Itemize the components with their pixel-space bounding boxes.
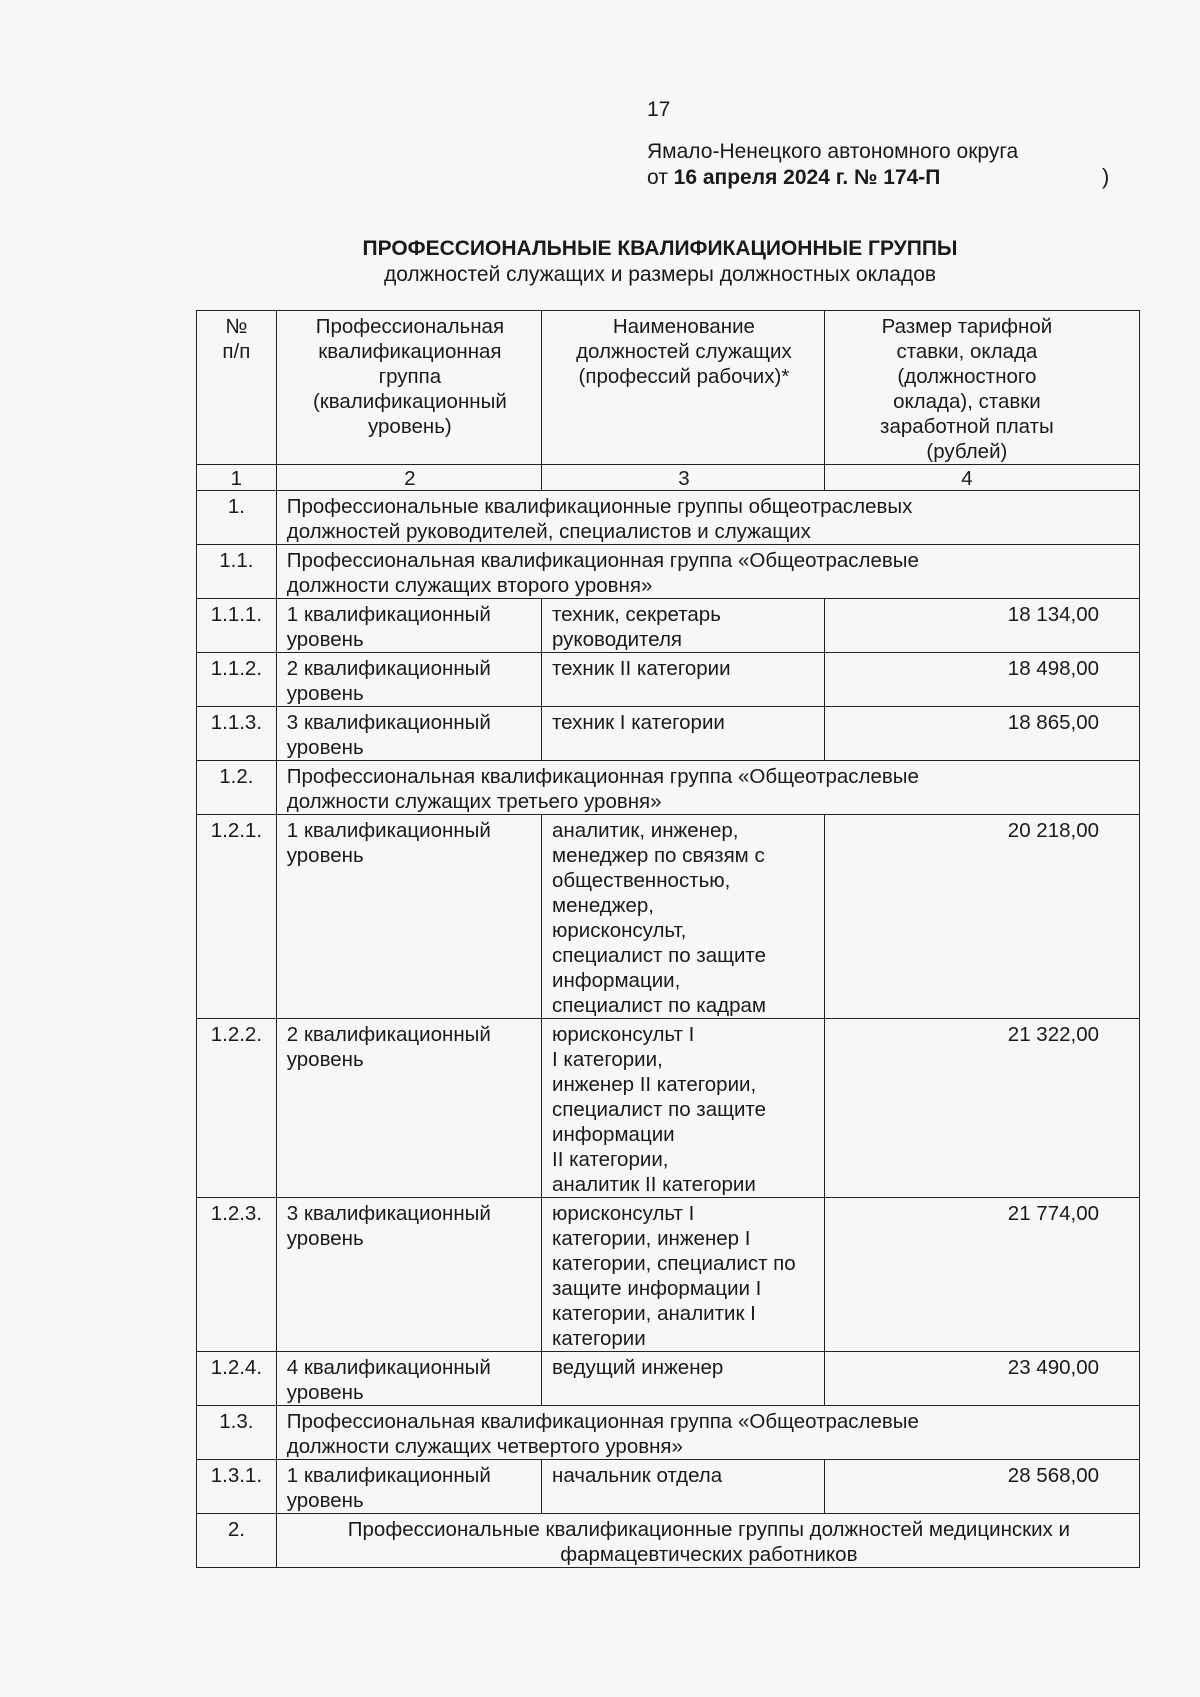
salary-value: 21 322,00 [824, 1019, 1139, 1198]
column-number: 1 [197, 465, 277, 491]
column-header-line: (квалификационный [312, 390, 507, 413]
position-names [542, 653, 825, 707]
group-title-line: должности служащих четвертого уровня» [286, 1435, 683, 1458]
group-row [197, 491, 1140, 545]
document-title: ПРОФЕССИОНАЛЬНЫЕ КВАЛИФИКАЦИОННЫЕ ГРУППЫ [362, 237, 958, 260]
position-names-line: категории, аналитик I [552, 1302, 756, 1325]
position-names [542, 815, 825, 1019]
header-date-prefix: от [647, 166, 674, 189]
group-title-line: Профессиональные квалификационные группы общеотраслевых [286, 495, 913, 518]
row-number: 2. [197, 1514, 277, 1568]
position-names-line: I категории, [552, 1048, 663, 1071]
qualification-level-line: 2 квалификационный [286, 1023, 491, 1046]
row-number: 1.3.1. [197, 1460, 277, 1514]
position-names-line: категории [552, 1327, 646, 1350]
group-title-line: фармацевтических работников [560, 1543, 858, 1566]
position-names-line: техник, секретарь [552, 603, 721, 626]
qualification-level-line: 1 квалификационный [286, 603, 491, 626]
column-header [824, 311, 1139, 465]
qualification-level-line: уровень [286, 1381, 364, 1404]
qualification-level-line: уровень [286, 628, 364, 651]
position-names-line: менеджер, [552, 894, 654, 917]
position-names-line: юрисконсульт I [552, 1202, 695, 1225]
group-title-line: Профессиональная квалификационная группа «Общеотраслевые [286, 765, 919, 788]
column-header-line: заработной платы [880, 415, 1054, 438]
position-names-line: начальник отдела [552, 1464, 723, 1487]
table-row [197, 1352, 1140, 1406]
qualification-level-line: 2 квалификационный [286, 657, 491, 680]
column-header-line: № [225, 315, 248, 338]
position-names [542, 1352, 825, 1406]
group-row [197, 1514, 1140, 1568]
column-header-line: Размер тарифной [881, 315, 1053, 338]
group-title-line: Профессиональная квалификационная группа «Общеотраслевые [286, 549, 919, 572]
position-names-line: специалист по кадрам [552, 994, 766, 1017]
position-names [542, 707, 825, 761]
qualification-level-line: уровень [286, 844, 364, 867]
position-names-line: специалист по защите [552, 1098, 766, 1121]
position-names-line: защите информации I [552, 1277, 762, 1300]
position-names [542, 1460, 825, 1514]
group-row [197, 545, 1140, 599]
salary-value: 18 134,00 [824, 599, 1139, 653]
position-names-line: менеджер по связям с [552, 844, 765, 867]
position-names-line: информации, [552, 969, 681, 992]
table-row [197, 1460, 1140, 1514]
column-header-line: группа [378, 365, 442, 388]
position-names-line: юрисконсульт, [552, 919, 687, 942]
row-number: 1.1.3. [197, 707, 277, 761]
group-title [276, 545, 1139, 599]
header-date-number: 16 апреля 2024 г. № 174-П [673, 166, 941, 189]
position-names-line: информации [552, 1123, 675, 1146]
row-number: 1.2.1. [197, 815, 277, 1019]
position-names-line: II категории, [552, 1148, 669, 1171]
group-title-line: Профессиональная квалификационная группа «Общеотраслевые [286, 1410, 919, 1433]
salary-value: 18 498,00 [824, 653, 1139, 707]
table-row [197, 1019, 1140, 1198]
position-names-line: инженер II категории, [552, 1073, 757, 1096]
table-row [197, 599, 1140, 653]
position-names-line: категории, специалист по [552, 1252, 796, 1275]
qualification-level [276, 1460, 541, 1514]
salary-value: 23 490,00 [824, 1352, 1139, 1406]
position-names-line: руководителя [552, 628, 683, 651]
group-title [276, 1514, 1139, 1568]
group-title-line: должностей руководителей, специалистов и служащих [286, 520, 811, 543]
qualification-level-line: уровень [286, 1048, 364, 1071]
column-header [276, 311, 541, 465]
position-names-line: аналитик II категории [552, 1173, 756, 1196]
qualification-level [276, 815, 541, 1019]
column-header-line: ставки, оклада [896, 340, 1038, 363]
column-number: 2 [276, 465, 541, 491]
column-number: 3 [542, 465, 825, 491]
row-number: 1.2.4. [197, 1352, 277, 1406]
column-header-line: уровень) [368, 415, 452, 438]
group-title-line: должности служащих третьего уровня» [286, 790, 662, 813]
column-header-line: (рублей) [926, 440, 1008, 463]
row-number: 1.1.2. [197, 653, 277, 707]
column-header-line: квалификационная [318, 340, 502, 363]
salary-value: 20 218,00 [824, 815, 1139, 1019]
table-row [197, 1198, 1140, 1352]
position-names [542, 1019, 825, 1198]
row-number: 1.2.2. [197, 1019, 277, 1198]
column-header [197, 311, 277, 465]
qualification-level [276, 1198, 541, 1352]
position-names-line: ведущий инженер [552, 1356, 724, 1379]
qualification-level-line: уровень [286, 736, 364, 759]
qualification-level [276, 707, 541, 761]
column-header-line: Профессиональная [315, 315, 505, 338]
salary-value: 18 865,00 [824, 707, 1139, 761]
position-names-line: категории, инженер I [552, 1227, 751, 1250]
qualification-level-line: 1 квалификационный [286, 1464, 491, 1487]
qualification-level-line: 1 квалификационный [286, 819, 491, 842]
qualification-level-line: уровень [286, 1489, 364, 1512]
header-date [647, 166, 940, 190]
header-region: Ямало-Ненецкого автономного округа [647, 140, 1019, 163]
row-number: 1.2. [197, 761, 277, 815]
column-header-line: п/п [222, 340, 251, 363]
qualification-level [276, 599, 541, 653]
column-number-row [197, 465, 1140, 491]
group-row [197, 1406, 1140, 1460]
qualification-level-line: уровень [286, 1227, 364, 1250]
salary-value: 21 774,00 [824, 1198, 1139, 1352]
salary-value: 28 568,00 [824, 1460, 1139, 1514]
column-header-line: (профессий рабочих)* [578, 365, 790, 388]
qualification-level [276, 1019, 541, 1198]
position-names-line: общественностью, [552, 869, 731, 892]
closing-paren: ) [1102, 164, 1110, 189]
group-title [276, 761, 1139, 815]
column-header-line: (должностного [897, 365, 1037, 388]
column-header-line: Наименование [612, 315, 755, 338]
group-title-line: должности служащих второго уровня» [286, 574, 653, 597]
group-title [276, 1406, 1139, 1460]
table-row [197, 707, 1140, 761]
column-header-line: оклада), ставки [893, 390, 1041, 413]
row-number: 1.2.3. [197, 1198, 277, 1352]
group-title-line: Профессиональные квалификационные группы должностей медицинских и [347, 1518, 1070, 1541]
position-names-line: юрисконсульт I [552, 1023, 695, 1046]
row-number: 1.1. [197, 545, 277, 599]
row-number: 1.1.1. [197, 599, 277, 653]
column-number: 4 [824, 465, 1139, 491]
position-names-line: аналитик, инженер, [552, 819, 739, 842]
position-names-line: специалист по защите [552, 944, 766, 967]
qualification-table [196, 310, 1140, 1568]
column-header [542, 311, 825, 465]
row-number: 1. [197, 491, 277, 545]
table-row [197, 815, 1140, 1019]
position-names [542, 1198, 825, 1352]
qualification-level [276, 1352, 541, 1406]
row-number: 1.3. [197, 1406, 277, 1460]
position-names-line: техник II категории [552, 657, 731, 680]
column-header-line: должностей служащих [576, 340, 792, 363]
document-subtitle: должностей служащих и размеры должностных окладов [383, 263, 937, 286]
qualification-level-line: 3 квалификационный [286, 711, 491, 734]
qualification-level-line: 3 квалификационный [286, 1202, 491, 1225]
qualification-level [276, 653, 541, 707]
table-row [197, 653, 1140, 707]
group-title [276, 491, 1139, 545]
position-names-line: техник I категории [552, 711, 725, 734]
group-row [197, 761, 1140, 815]
qualification-level-line: уровень [286, 682, 364, 705]
qualification-level-line: 4 квалификационный [286, 1356, 491, 1379]
page-number: 17 [647, 98, 671, 121]
position-names [542, 599, 825, 653]
table-header-row [197, 311, 1140, 465]
